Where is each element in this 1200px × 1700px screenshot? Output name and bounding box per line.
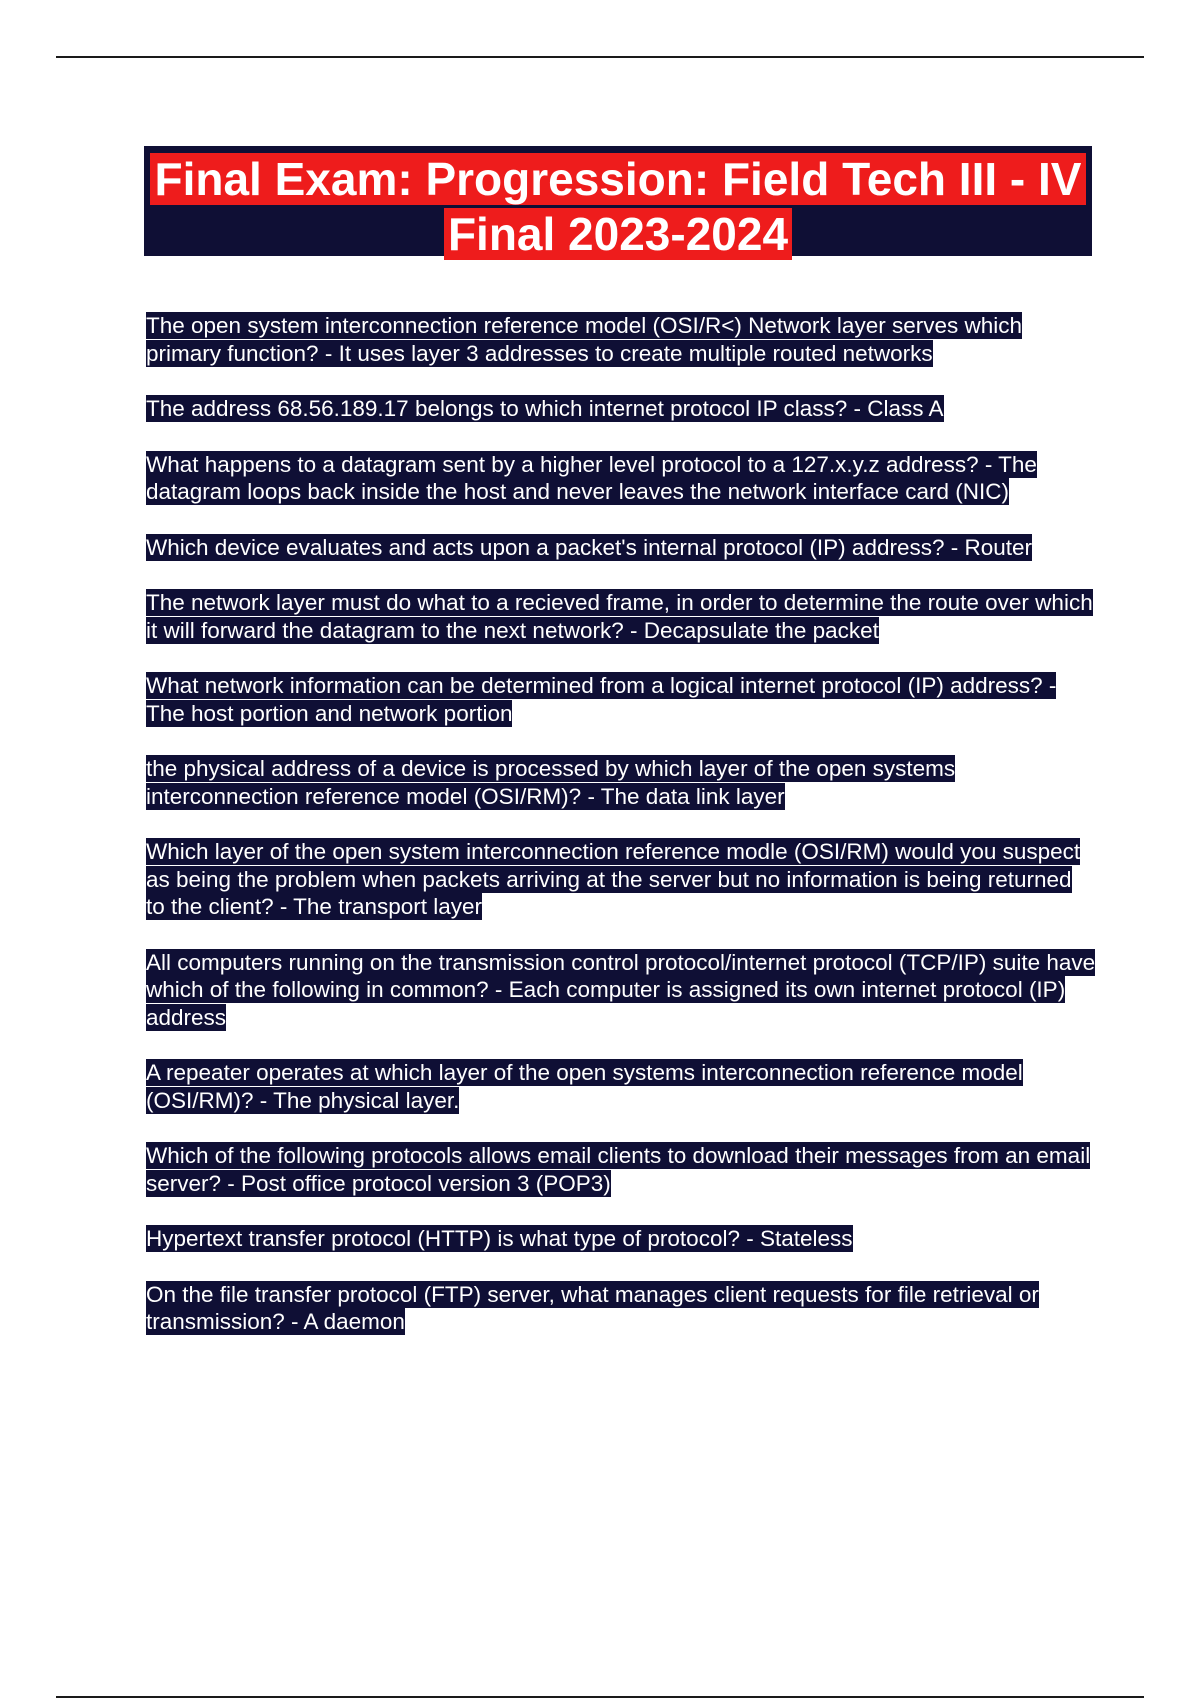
qa-list — [146, 312, 1096, 1364]
qa-item: Hypertext transfer protocol (HTTP) is what type of protocol? - Stateless — [146, 1226, 853, 1251]
top-rule — [56, 56, 1144, 58]
qa-item: Which device evaluates and acts upon a packet's internal protocol (IP) address? - Router — [146, 534, 1033, 560]
title-banner — [144, 146, 1092, 260]
qa-item: The network layer must do what to a recieved frame, in order to determine the route over which it will forward the datagram to the next network? - Decapsulate the packet — [146, 590, 1093, 643]
qa-item: the physical address of a device is processed by which layer of the open systems interconnection reference model (OSI/RM)? - The data link layer — [146, 756, 956, 809]
qa-item: What network information can be determined from a logical internet protocol (IP) address? - The host portion and network portion — [146, 673, 1057, 726]
document-title-text: Final Exam: Progression: Field Tech III - IV Final 2023-2024 — [150, 153, 1085, 260]
bottom-rule — [56, 1696, 1144, 1698]
document-title — [144, 152, 1092, 262]
qa-item: Which layer of the open system interconnection reference modle (OSI/RM) would you suspect as being the problem when packets arriving at the server but no information is being returned to the client? - The transport layer — [146, 839, 1081, 919]
qa-item: Which of the following protocols allows email clients to download their messages from an email server? - Post office protocol version 3 (POP3) — [146, 1143, 1091, 1196]
qa-item: What happens to a datagram sent by a higher level protocol to a 127.x.y.z address? - The datagram loops back inside the host and never leaves the network interface card (NIC) — [146, 451, 1037, 504]
qa-item: A repeater operates at which layer of the open systems interconnection reference model (OSI/RM)? - The physical layer. — [146, 1060, 1023, 1113]
qa-item: On the file transfer protocol (FTP) server, what manages client requests for file retrieval or transmission? - A daemon — [146, 1281, 1039, 1334]
qa-item: All computers running on the transmission control protocol/internet protocol (TCP/IP) suite have which of the following in common? - Each computer is assigned its own internet protocol (IP) address — [146, 949, 1096, 1030]
qa-item: The address 68.56.189.17 belongs to which internet protocol IP class? - Class A — [146, 396, 944, 421]
qa-item: The open system interconnection reference model (OSI/R<) Network layer serves which primary function? - It uses layer 3 addresses to create multiple routed networks — [146, 313, 1022, 366]
